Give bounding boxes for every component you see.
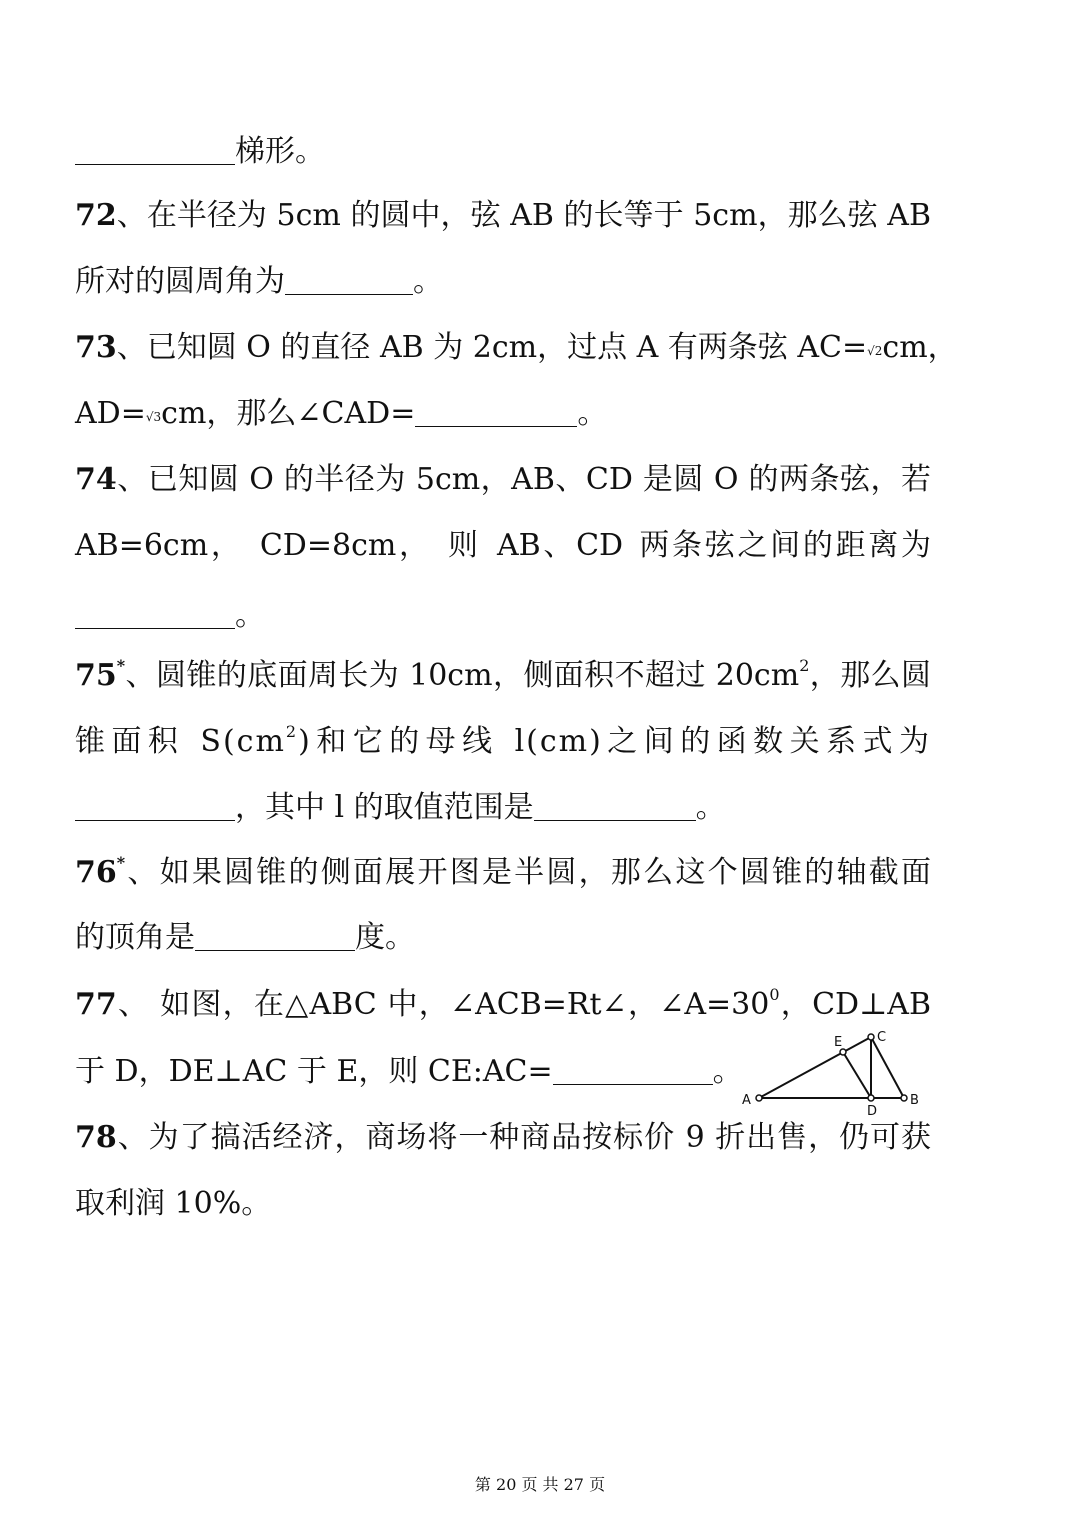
q71-tail-text: 梯形。 (235, 134, 325, 169)
triangle-figure (740, 1028, 932, 1120)
q76-text-2: 的顶角是 (75, 920, 195, 955)
answer-blank (75, 794, 235, 821)
q73-line-1 (75, 328, 958, 368)
q75-text-2: 锥面积 S(cm (75, 724, 286, 759)
q76-line-1 (75, 853, 931, 893)
q77-text-b: ，CD⊥AB (779, 987, 932, 1022)
label-a: A (742, 1093, 751, 1108)
q73-text: 、已知圆 O 的直径 AB 为 2cm，过点 A 有两条弦 AC= (116, 330, 868, 365)
sqrt-3: √3 (145, 410, 162, 424)
point-c (868, 1034, 874, 1040)
q77-line-2 (75, 1052, 743, 1092)
label-b: B (910, 1093, 919, 1108)
q75-line-1 (75, 656, 931, 696)
q75-text-3: ，其中 l 的取值范围是 (235, 790, 534, 825)
question-number: 76 (75, 855, 117, 890)
question-number: 77 (75, 987, 117, 1022)
q78-line-1 (75, 1118, 931, 1158)
q78-text: 、为了搞活经济，商场将一种商品按标价 9 折出售，仍可获 (116, 1120, 931, 1155)
q75-text-2b: )和它的母线 l(cm)之间的函数关系式为 (298, 724, 931, 759)
sqrt-2: √2 (867, 344, 883, 358)
answer-blank (553, 1058, 713, 1085)
question-number: 78 (75, 1120, 117, 1155)
question-number: 75 (75, 658, 117, 693)
q73-end: 。 (577, 396, 608, 431)
superscript: 2 (285, 722, 299, 741)
superscript: 0 (769, 985, 780, 1004)
star-mark: * (116, 656, 126, 675)
q76-line-2 (75, 918, 931, 958)
q78-text-2: 取利润 10%。 (75, 1186, 272, 1221)
q75-text-b: ，那么圆 (809, 658, 932, 693)
q75-text: 、圆锥的底面周长为 10cm，侧面积不超过 20cm (125, 658, 800, 693)
label-d: D (867, 1104, 878, 1119)
point-b (901, 1095, 907, 1101)
page-footer: 第 20 页 共 27 页 (474, 1475, 606, 1494)
label-e: E (834, 1035, 843, 1050)
q74-line-3 (75, 596, 931, 636)
q72-line-2 (75, 262, 931, 302)
q75-end: 。 (695, 790, 726, 825)
q76-end: 度。 (355, 920, 415, 955)
answer-blank (75, 138, 235, 165)
star-mark: * (116, 853, 126, 872)
q73-text-b: cm， (882, 330, 958, 365)
point-d (868, 1095, 874, 1101)
q77-line-1 (75, 985, 931, 1025)
q73-text-2b: cm，那么∠CAD= (161, 396, 416, 431)
q75-line-3 (75, 788, 931, 828)
q74-end: 。 (235, 598, 265, 633)
q72-line-1 (75, 196, 931, 236)
q78-line-2 (75, 1184, 931, 1224)
question-number: 72 (75, 198, 117, 233)
q74-line-2 (75, 526, 931, 566)
q77-text: 、 如图，在△ABC 中，∠ACB=Rt∠，∠A=30 (116, 987, 770, 1022)
q77-end: 。 (712, 1054, 743, 1089)
segment-cb (871, 1037, 904, 1098)
question-number: 74 (75, 462, 117, 497)
answer-blank (285, 268, 413, 295)
segment-de (843, 1052, 871, 1098)
q72-end: 。 (413, 264, 443, 299)
answer-blank (415, 400, 577, 427)
q74-line-1 (75, 460, 931, 500)
question-number: 73 (75, 330, 117, 365)
point-a (756, 1095, 762, 1101)
label-c: C (877, 1030, 887, 1045)
q74-text-2: AB=6cm， CD=8cm， 则 AB、CD 两条弦之间的距离为 (75, 528, 931, 563)
q72-text-2: 所对的圆周角为 (75, 264, 285, 299)
q75-line-2 (75, 722, 931, 762)
q77-text-2: 于 D，DE⊥AC 于 E，则 CE:AC= (75, 1054, 553, 1089)
q73-text-2: AD= (75, 396, 146, 431)
answer-blank (195, 924, 355, 951)
superscript: 2 (799, 656, 810, 675)
q73-line-2 (75, 394, 931, 434)
q76-text: 、如果圆锥的侧面展开图是半圆，那么这个圆锥的轴截面 (125, 855, 931, 890)
q72-text: 、在半径为 5cm 的圆中，弦 AB 的长等于 5cm，那么弦 AB (116, 198, 931, 233)
segment-ac (759, 1037, 871, 1098)
q74-text: 、已知圆 O 的半径为 5cm，AB、CD 是圆 O 的两条弦，若 (116, 462, 931, 497)
answer-blank (75, 602, 235, 629)
answer-blank (534, 794, 696, 821)
q71-line (75, 132, 931, 172)
